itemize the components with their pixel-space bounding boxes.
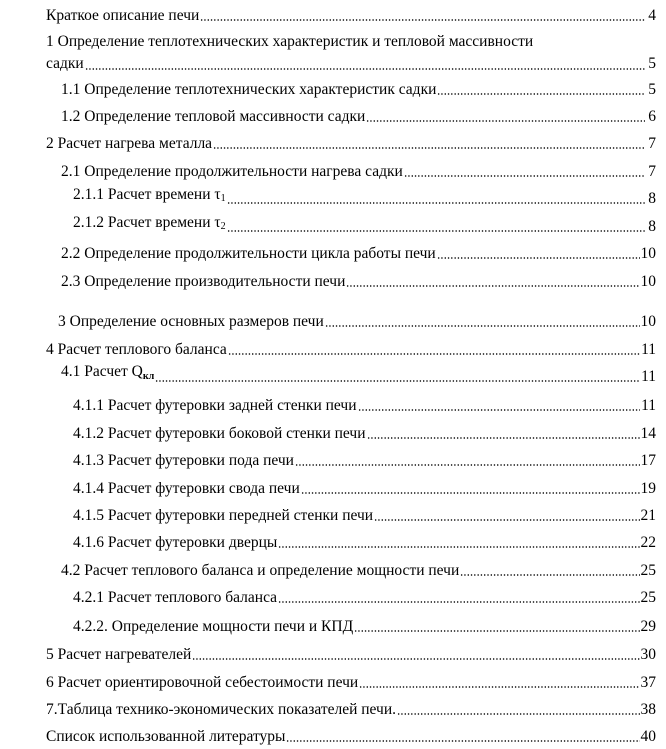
dot-leader xyxy=(227,229,645,233)
toc-entry-page: 29 xyxy=(640,618,656,635)
dot-leader xyxy=(227,201,645,205)
toc-entry[interactable] xyxy=(73,186,656,209)
toc-entry-page: 6 xyxy=(648,108,656,125)
toc-entry-page: 11 xyxy=(641,341,656,358)
toc-entry-subscript: 1 xyxy=(220,193,226,204)
toc-entry-subscript: кл xyxy=(142,371,155,382)
toc-entry-title: 4.1.4 Расчет футеровки свода печи xyxy=(73,480,300,497)
toc-entry-page: 5 xyxy=(648,81,656,98)
toc-entry-page: 10 xyxy=(640,245,656,262)
dot-leader xyxy=(85,67,645,71)
dot-leader xyxy=(397,712,639,716)
toc-entry-page: 10 xyxy=(640,273,656,290)
toc-entry-title: 7.Таблица технико-экономических показателей печи. xyxy=(46,701,397,718)
dot-leader xyxy=(460,573,639,577)
toc-entry-title: 4.1 Расчет Q xyxy=(61,363,143,380)
toc-entry-title: 2.2 Определение продолжительности цикла работы печи xyxy=(61,245,436,262)
toc-entry-title: 5 Расчет нагревателей xyxy=(46,646,192,663)
toc-entry-title: 4.1.1 Расчет футеровки задней стенки печи xyxy=(73,397,357,414)
toc-entry[interactable] xyxy=(46,31,656,75)
toc-entry-page: 8 xyxy=(648,190,656,207)
toc-entry-title-continued: садки xyxy=(46,55,84,72)
dot-leader xyxy=(374,518,639,522)
dot-leader xyxy=(367,436,640,440)
toc-entry-title: 4.2 Расчет теплового баланса и определение мощности печи xyxy=(61,562,460,579)
dot-leader xyxy=(346,284,639,288)
toc-entry[interactable] xyxy=(61,244,656,264)
toc-entry-title: 4.1.5 Расчет футеровки передней стенки печи xyxy=(73,507,374,524)
toc-entry[interactable] xyxy=(73,533,656,553)
toc-entry-title: Список использованной литературы xyxy=(46,728,286,745)
toc-entry[interactable] xyxy=(61,561,656,581)
toc-entry-page: 25 xyxy=(640,589,656,606)
toc-entry[interactable] xyxy=(73,617,656,637)
dot-leader xyxy=(358,408,641,412)
toc-entry-page: 40 xyxy=(640,728,656,745)
toc-entry[interactable] xyxy=(73,396,656,416)
toc-entry-title: 2.1 Определение продолжительности нагрева садки xyxy=(61,163,403,180)
toc-entry-page: 17 xyxy=(640,452,656,469)
dot-leader xyxy=(437,92,645,96)
toc-entry-title: Краткое описание печи xyxy=(46,7,200,24)
dot-leader xyxy=(437,256,640,260)
dot-leader xyxy=(354,629,639,633)
toc-entry[interactable] xyxy=(73,479,656,499)
toc-entry[interactable] xyxy=(73,214,656,237)
toc-entry-page: 11 xyxy=(641,368,656,385)
dot-leader xyxy=(286,739,639,743)
toc-entry-page: 37 xyxy=(640,674,656,691)
toc-entry-page: 7 xyxy=(648,163,656,180)
dot-leader xyxy=(192,657,639,661)
toc-entry[interactable] xyxy=(61,363,656,387)
toc-entry-title: 2.1.2 Расчет времени τ xyxy=(73,214,221,231)
toc-entry[interactable] xyxy=(46,673,656,693)
dot-leader xyxy=(404,174,645,178)
toc-entry[interactable] xyxy=(61,107,656,127)
toc-entry[interactable] xyxy=(46,727,656,747)
toc-entry-page: 8 xyxy=(648,218,656,235)
dot-leader xyxy=(278,600,639,604)
toc-entry[interactable] xyxy=(61,80,656,100)
toc-entry-page: 21 xyxy=(640,507,656,524)
toc-entry-page: 10 xyxy=(640,313,656,330)
toc-entry[interactable] xyxy=(46,6,656,26)
dot-leader xyxy=(155,379,640,383)
toc-entry-title: 1 Определение теплотехнических характеристик и тепловой массивности xyxy=(46,33,534,50)
toc-entry-title: 4.1.3 Расчет футеровки пода печи xyxy=(73,452,294,469)
toc-entry-title: 4.2.2. Определение мощности печи и КПД xyxy=(73,618,354,635)
toc-entry-page: 38 xyxy=(640,701,656,718)
toc-entry[interactable] xyxy=(46,700,656,720)
toc-entry-title: 1.1 Определение теплотехнических характеристик садки xyxy=(61,81,437,98)
toc-entry[interactable] xyxy=(73,424,656,444)
dot-leader xyxy=(295,463,640,467)
toc-entry[interactable] xyxy=(61,272,656,292)
toc-entry-title: 4.1.6 Расчет футеровки дверцы xyxy=(73,534,278,551)
toc-entry[interactable] xyxy=(61,162,656,182)
dot-leader xyxy=(366,119,645,123)
toc-entry[interactable] xyxy=(73,451,656,471)
toc-entry-title: 6 Расчет ориентировочной себестоимости печи xyxy=(46,674,359,691)
dot-leader xyxy=(359,685,639,689)
dot-leader xyxy=(213,146,645,150)
toc-entry[interactable] xyxy=(46,134,656,154)
dot-leader xyxy=(301,491,640,495)
toc-entry-title: 4.2.1 Расчет теплового баланса xyxy=(73,589,278,606)
toc-entry-page: 7 xyxy=(648,135,656,152)
toc-entry-subscript: 2 xyxy=(220,221,226,232)
toc-entry[interactable] xyxy=(58,312,656,332)
dot-leader xyxy=(228,352,640,356)
dot-leader xyxy=(325,324,640,328)
toc-entry-title: 4.1.2 Расчет футеровки боковой стенки печи xyxy=(73,425,366,442)
toc-entry[interactable] xyxy=(46,340,656,360)
toc-entry[interactable] xyxy=(73,588,656,608)
toc-entry-page: 30 xyxy=(640,646,656,663)
toc-entry-page: 22 xyxy=(640,534,656,551)
toc-entry-title: 3 Определение основных размеров печи xyxy=(58,313,324,330)
toc-entry-page: 19 xyxy=(640,480,656,497)
toc-entry-page: 5 xyxy=(648,55,656,72)
toc-entry-page: 4 xyxy=(648,7,656,24)
dot-leader xyxy=(278,545,639,549)
toc-entry[interactable] xyxy=(73,506,656,526)
toc-entry-page: 11 xyxy=(641,397,656,414)
toc-entry-title: 4 Расчет теплового баланса xyxy=(46,341,227,358)
toc-entry-title: 2.1.1 Расчет времени τ xyxy=(73,186,221,203)
toc-entry-title: 2 Расчет нагрева металла xyxy=(46,135,213,152)
dot-leader xyxy=(200,18,645,22)
toc-entry[interactable] xyxy=(46,645,656,665)
toc-entry-page: 14 xyxy=(640,425,656,442)
toc-entry-title: 1.2 Определение тепловой массивности садки xyxy=(61,108,366,125)
toc-entry-page: 25 xyxy=(640,562,656,579)
toc-entry-title: 2.3 Определение производительности печи xyxy=(61,273,346,290)
